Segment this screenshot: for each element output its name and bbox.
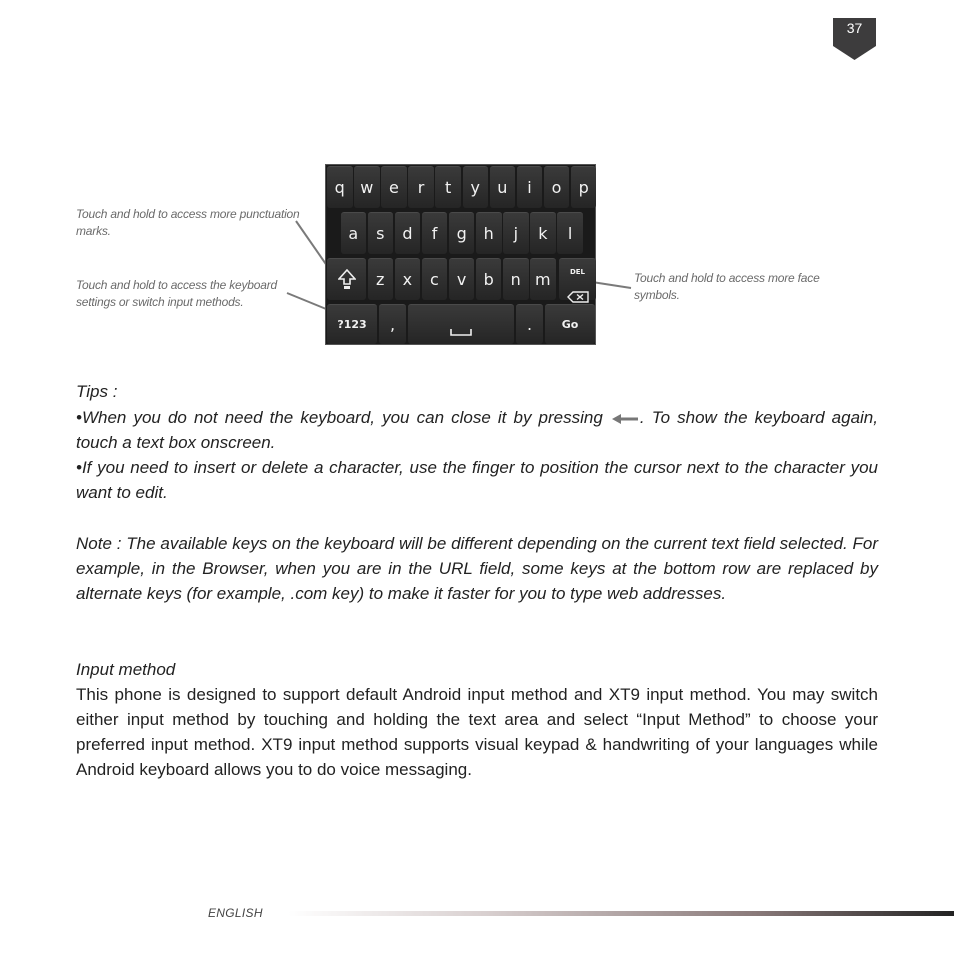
key-y: y — [463, 166, 489, 208]
delete-key-label: DEL — [569, 268, 586, 276]
period-key: . — [516, 304, 543, 344]
key-u: u — [490, 166, 516, 208]
go-key: Go — [545, 304, 595, 344]
key-e: e — [381, 166, 407, 208]
key-a: a — [341, 212, 367, 254]
key-v: v — [449, 258, 475, 300]
key-b: b — [476, 258, 502, 300]
key-c: c — [422, 258, 448, 300]
shift-key — [327, 258, 366, 300]
back-arrow-icon — [610, 412, 640, 426]
tip1-text-after: . To show the keyboard again, touch a text box onscreen. — [76, 408, 878, 452]
tip-edit-character: •If you need to insert or delete a character, use the finger to position the cursor next to the character you want to edit. — [76, 458, 878, 502]
key-d: d — [395, 212, 421, 254]
footer-language: ENGLISH — [208, 906, 263, 920]
page-number: 37 — [833, 18, 876, 38]
key-n: n — [503, 258, 529, 300]
input-method-body: This phone is designed to support default Android input method and XT9 input method. You may switch either input method by touching and holding the text area and select “Input Method” to choose your preferred input method. XT9 input method supports visual keypad & handwriting of your languages while Android keyboard allows you to do voice messaging. — [76, 685, 878, 779]
key-t: t — [435, 166, 461, 208]
key-m: m — [530, 258, 556, 300]
key-g: g — [449, 212, 475, 254]
key-f: f — [422, 212, 448, 254]
delete-key — [559, 258, 596, 300]
tips-heading: Tips : — [76, 382, 118, 401]
comma-key: , — [379, 304, 406, 344]
key-r: r — [408, 166, 434, 208]
tip-close-keyboard — [76, 405, 878, 455]
callout-keyboard-settings: Touch and hold to access the keyboard settings or switch input methods. — [76, 278, 277, 309]
key-q: q — [327, 166, 353, 208]
key-w: w — [354, 166, 380, 208]
space-key — [408, 304, 514, 344]
key-h: h — [476, 212, 502, 254]
space-bar-icon — [450, 327, 472, 337]
note-paragraph: Note : The available keys on the keyboard will be different depending on the current text field selected. For example, in the Browser, when you are in the URL field, some keys at the bottom row are replaced by alternate keys (for example, .com key) to make it faster for you to type web addresses. — [76, 534, 878, 603]
backspace-icon — [567, 291, 589, 303]
android-keyboard — [325, 164, 596, 345]
callout-face-symbols: Touch and hold to access more face symbols. — [634, 271, 820, 302]
callout-punctuation: Touch and hold to access more punctuation marks. — [76, 207, 300, 238]
footer-gradient-bar — [288, 911, 954, 916]
key-j: j — [503, 212, 529, 254]
key-p: p — [571, 166, 597, 208]
tip1-text-before: •When you do not need the keyboard, you can close it by pressing — [76, 408, 603, 427]
key-s: s — [368, 212, 394, 254]
input-method-heading: Input method — [76, 660, 176, 679]
shift-arrow-icon — [338, 269, 356, 291]
key-k: k — [530, 212, 556, 254]
key-x: x — [395, 258, 421, 300]
key-l: l — [557, 212, 583, 254]
key-i: i — [517, 166, 543, 208]
symbols-key: ?123 — [327, 304, 377, 344]
key-o: o — [544, 166, 570, 208]
key-z: z — [368, 258, 394, 300]
